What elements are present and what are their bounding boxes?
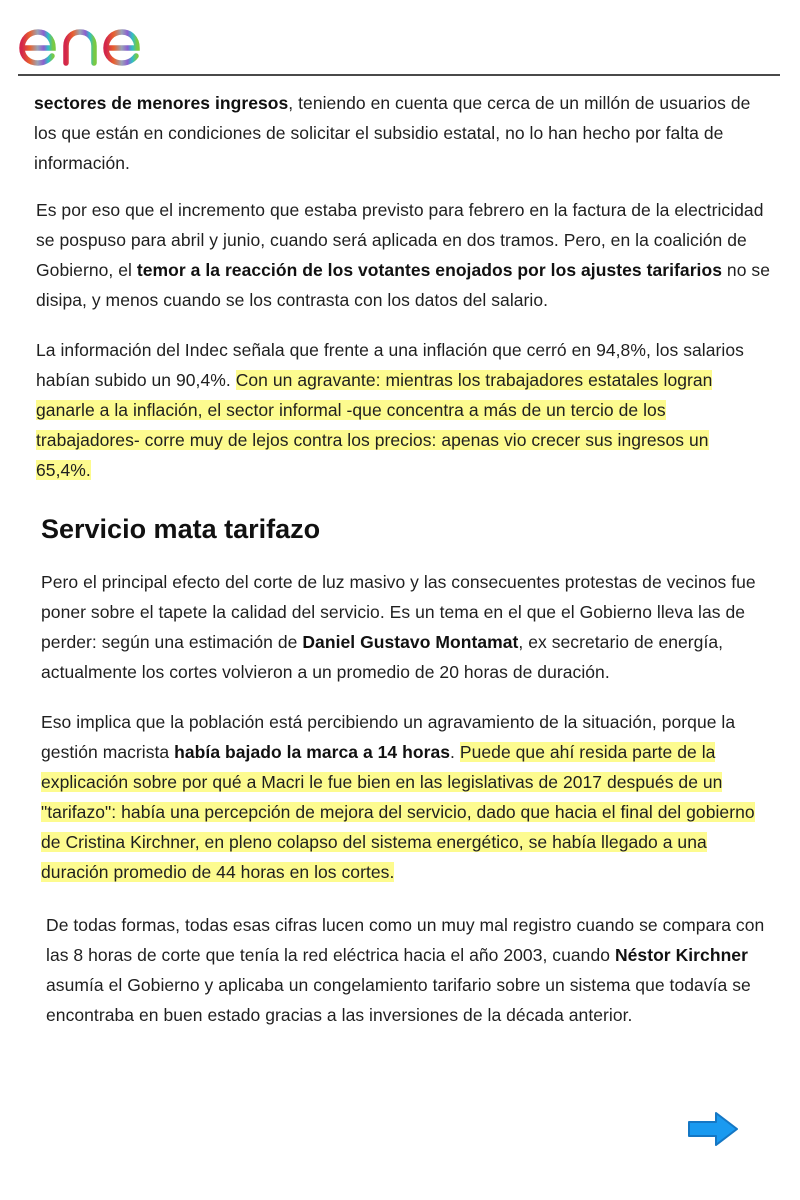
- paragraph-text: no se disipa, y menos cuando se los contrasta con los datos del salario.: [36, 260, 770, 310]
- highlighted-text: Con un agravante: mientras los trabajadores estatales logran ganarle a la inflación, el sector informal -que concentra a más de un tercio de los trabajadores- corre muy de lejos contra los precios: apenas vio crecer sus ingresos un 65,4%.: [36, 370, 713, 480]
- paragraph-text: De todas formas, todas esas cifras lucen como un muy mal registro cuando se compara con las 8 horas de corte que tenía la red eléctrica hacia el año 2003, cuando: [46, 915, 765, 965]
- paragraph-text: , ex secretario de energía, actualmente los cortes volvieron a un promedio de 20 horas de duración.: [41, 632, 724, 682]
- paragraph-text: Eso implica que la población está percibiendo un agravamiento de la situación, porque la gestión macrista: [41, 712, 736, 762]
- paragraph-5: [41, 707, 771, 887]
- bold-phrase: había bajado la marca a 14 horas: [174, 742, 451, 762]
- paragraph-text: Es por eso que el incremento que estaba previsto para febrero en la factura de la electricidad se pospuso para abril y junio, cuando será aplicada en dos tramos. Pero, en la coalición de Gobierno, el: [36, 200, 764, 280]
- paragraph-text: , teniendo en cuenta que cerca de un millón de usuarios de los que están en condiciones de solicitar el subsidio estatal, no lo han hecho por falta de información.: [34, 93, 751, 173]
- bold-phrase: temor a la reacción de los votantes enojados por los ajustes tarifarios: [136, 260, 722, 280]
- paragraph-text: La información del Indec señala que frente a una inflación que cerró en 94,8%, los salarios habían subido un 90,4%.: [36, 340, 744, 390]
- page-header: [18, 14, 780, 76]
- enel-logo[interactable]: [18, 14, 178, 70]
- paragraph-3: [36, 335, 766, 485]
- paragraph-text: .: [450, 742, 460, 762]
- paragraph-6: [46, 910, 786, 1030]
- paragraph-4: [41, 567, 766, 687]
- arrow-right-icon[interactable]: [686, 1110, 740, 1148]
- bold-phrase: sectores de menores ingresos: [34, 93, 289, 113]
- bold-phrase: Néstor Kirchner: [614, 945, 748, 965]
- bold-phrase: Daniel Gustavo Montamat: [302, 632, 519, 652]
- section-heading: Servicio mata tarifazo: [41, 514, 321, 544]
- paragraph-2: [36, 195, 776, 315]
- paragraph-1: [34, 88, 774, 178]
- highlighted-text: Puede que ahí resida parte de la explicación sobre por qué a Macri le fue bien en las legislativas de 2017 después de un "tarifazo": había una percepción de mejora del servicio, dado que hacia el final del gobierno de Cristina Kirchner, en pleno colapso del sistema energético, se había llegado a una duración promedio de 44 horas en los cortes.: [41, 742, 755, 882]
- paragraph-text: Pero el principal efecto del corte de luz masivo y las consecuentes protestas de vecinos fue poner sobre el tapete la calidad del servicio. Es un tema en el que el Gobierno lleva las de perder: según una estimación de: [41, 572, 756, 652]
- paragraph-text: asumía el Gobierno y aplicaba un congelamiento tarifario sobre un sistema que todavía se encontraba en buen estado gracias a las inversiones de la década anterior.: [46, 975, 751, 1025]
